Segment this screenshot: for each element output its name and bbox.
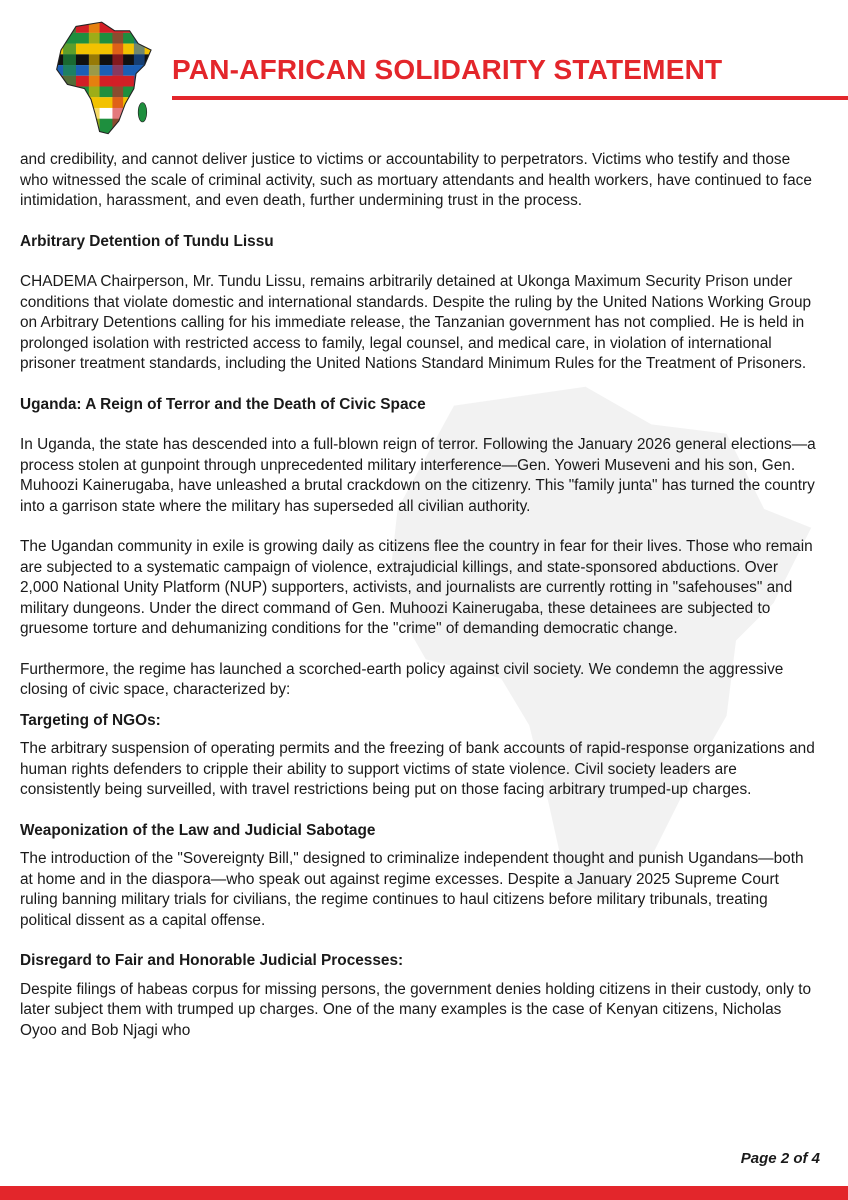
africa-flags-map-icon	[50, 20, 162, 138]
section-heading-uganda: Uganda: A Reign of Terror and the Death of Civic Space	[20, 395, 426, 413]
section-heading-law: Weaponization of the Law and Judicial Sabotage	[20, 821, 376, 839]
section-heading-ngos: Targeting of NGOs:	[20, 711, 161, 729]
law-paragraph: The introduction of the "Sovereignty Bill," designed to criminalize independent thought and punish Ugandans—both at home and in the diaspora—who speak out against regime excesses. Despite a January 2025 Supreme Court ruling banning military trials for civilians, the regime continues to haul citizens before military tribunals, treating political dissent as a capital offense.	[20, 850, 804, 929]
page-title: PAN-AFRICAN SOLIDARITY STATEMENT	[172, 54, 723, 85]
section-heading-judicial: Disregard to Fair and Honorable Judicial Processes:	[20, 952, 404, 969]
uganda-paragraph-3: Furthermore, the regime has launched a scorched-earth policy against civil society. We condemn the aggressive closing of civic space, characterized by:	[20, 660, 784, 698]
uganda-paragraph-2: The Ugandan community in exile is growing daily as citizens flee the country in fear for their lives. Those who remain are subjected to a systematic campaign of violence, extrajudicial killings, and state-sponsored abductions. Over 2,000 National Unity Platform (NUP) supporters, activists, and journalists are currently rotting in "safehouses" and military dungeons. Under the direct command of Gen. Muhoozi Kainerugaba, these detainees are subjected to gruesome torture and dehumanizing conditions for the "crime" of demanding democratic change.	[20, 538, 813, 637]
page-number: Page 2 of 4	[740, 1150, 820, 1167]
section-heading-tundu-lissu: Arbitrary Detention of Tundu Lissu	[20, 232, 274, 250]
tundu-lissu-paragraph: CHADEMA Chairperson, Mr. Tundu Lissu, remains arbitrarily detained at Ukonga Maximum Security Prison under conditions that violate domestic and international standards. Despite the ruling by the United Nations Working Group on Arbitrary Detentions calling for his immediate release, the Tanzanian government has not complied. He is held in prolonged isolation with restricted access to family, legal counsel, and medical care, in violation of international prisoner treatment standards, including the United Nations Standard Minimum Rules for the Treatment of Prisoners.	[20, 273, 812, 372]
title-underline	[172, 96, 848, 100]
footer-bar	[0, 1186, 848, 1200]
uganda-paragraph-1: In Uganda, the state has descended into a full-blown reign of terror. Following the January 2026 general elections—a process stolen at gunpoint through unprecedented military interference—Gen. Yoweri Museveni and his son, Gen. Muhoozi Kainerugaba, have unleashed a brutal crackdown on the citizenry. This "family junta" has turned the country into a garrison state where the military has superseded all civilian authority.	[20, 436, 816, 515]
intro-paragraph: and credibility, and cannot deliver justice to victims or accountability to perpetrators. Victims who testify and those who witnessed the scale of criminal activity, such as mortuary attendants and health workers, have continued to face intimidation, harassment, and even death, further undermining trust in the process.	[20, 151, 812, 209]
ngos-paragraph: The arbitrary suspension of operating permits and the freezing of bank accounts of rapid-response organizations and human rights defenders to cripple their ability to support victims of state violence. Civil society leaders are consistently being surveilled, with travel restrictions being put on those facing arbitrary trumped-up charges.	[20, 740, 815, 798]
judicial-paragraph: Despite filings of habeas corpus for missing persons, the government denies holding citizens in their custody, only to later subject them with trumped up charges. One of the many examples is the case of Kenyan citizens, Nicholas Oyoo and Bob Njagi who	[20, 980, 812, 1039]
statement-body	[20, 150, 820, 1061]
